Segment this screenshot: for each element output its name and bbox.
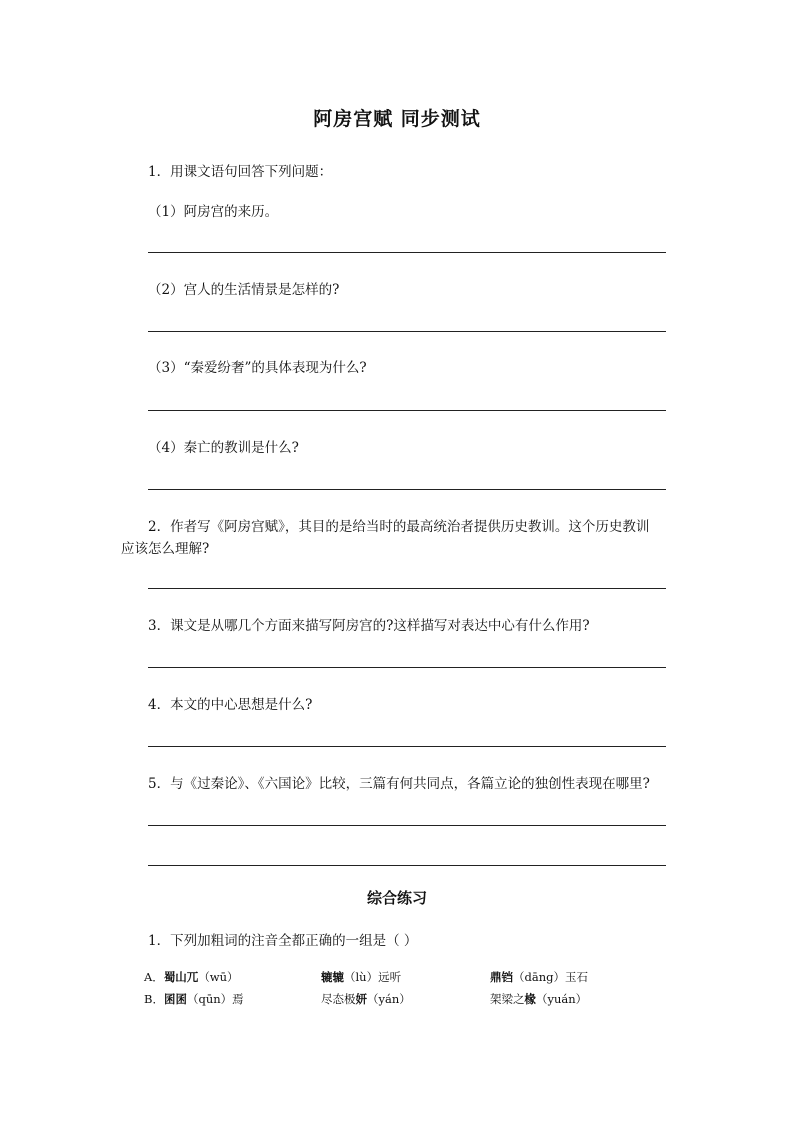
question-1-sub-2: （2）宫人的生活情景是怎样的? [148,282,340,298]
option-b-item-2 [321,991,411,1007]
answer-line[interactable] [148,331,666,332]
option-b-prefix-2: 尽态极 [321,992,356,1006]
option-a-item-1[interactable] [144,969,239,985]
question-3: 3．课文是从哪几个方面来描写阿房宫的?这样描写对表达中心有什么作用? [148,618,590,634]
answer-line[interactable] [148,865,666,866]
option-a-label: A． [144,970,164,984]
section-2-question-1-stem: 1．下列加粗词的注音全都正确的一组是（ ） [148,933,418,949]
option-b-prefix-3: 架梁之 [490,992,525,1006]
answer-line[interactable] [148,825,666,826]
option-b-label: B． [144,992,164,1006]
answer-line[interactable] [148,588,666,589]
option-a-item-3 [490,969,588,985]
option-a-word-2: 辘辘 [321,970,344,984]
answer-line[interactable] [148,410,666,411]
option-b-pinyin-2: （yán） [367,992,411,1006]
option-a-word-3: 鼎铛 [490,970,513,984]
option-a-pinyin-3: （dāng）玉石 [513,970,588,984]
option-b-word-3: 椽 [524,992,536,1006]
question-2-line-2: 应该怎么理解? [121,541,210,557]
option-a-pinyin-2: （lù）远听 [344,970,402,984]
section-title: 综合练习 [366,889,427,907]
question-1-sub-1: （1）阿房宫的来历。 [148,204,279,220]
page-title: 阿房宫赋 同步测试 [313,108,481,130]
answer-line[interactable] [148,746,666,747]
question-5: 5．与《过秦论》、《六国论》比较，三篇有何共同点，各篇立论的独创性表现在哪里? [148,776,650,792]
answer-line[interactable] [148,667,666,668]
option-b-pinyin-1: （qūn）焉 [186,992,244,1006]
option-a-pinyin-1: （wū） [198,970,239,984]
option-b-word-2: 妍 [355,992,367,1006]
option-a-word-1: 蜀山兀 [163,970,199,984]
option-b-item-1[interactable] [144,991,244,1007]
question-2-line-1: 2．作者写《阿房宫赋》，其目的是给当时的最高统治者提供历史教训。这个历史教训 [148,519,650,535]
question-1-stem: 1．用课文语句回答下列问题： [148,164,333,180]
answer-line[interactable] [148,252,666,253]
option-b-pinyin-3: （yuán） [536,992,588,1006]
answer-line[interactable] [148,489,666,490]
option-b-word-1: 囷囷 [163,992,187,1006]
question-4: 4．本文的中心思想是什么? [148,697,313,713]
option-a-item-2 [321,969,401,985]
question-1-sub-4: （4）秦亡的教训是什么? [148,440,299,456]
option-b-item-3 [490,991,587,1007]
question-1-sub-3: （3）“秦爱纷奢”的具体表现为什么? [148,360,367,376]
